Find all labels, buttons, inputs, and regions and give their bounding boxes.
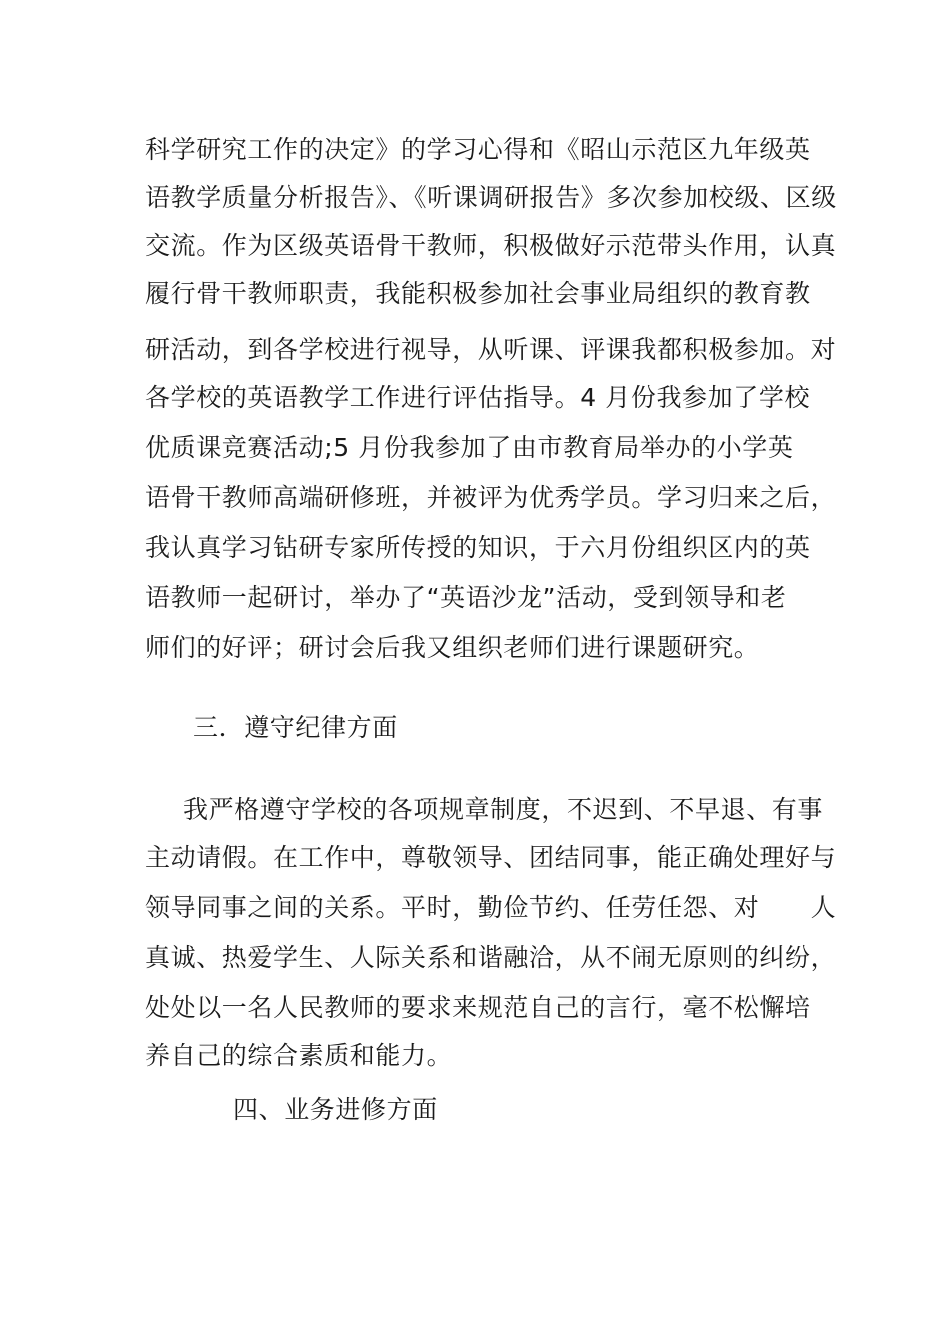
paragraph-line: 真诚、热爱学生、人际关系和谐融洽，从不闹无原则的纠纷，: [145, 943, 837, 972]
paragraph-line: 领导同事之间的关系。平时，勤俭节约、任劳任怨、对 人: [145, 893, 837, 922]
paragraph-line: 主动请假。在工作中，尊敬领导、团结同事，能正确处理好与: [145, 843, 837, 872]
paragraph-line: 养自己的综合素质和能力。: [145, 1041, 453, 1070]
paragraph-line: 师们的好评；研讨会后我又组织老师们进行课题研究。: [145, 633, 760, 662]
paragraph-line: 我认真学习钻研专家所传授的知识，于六月份组织区内的英: [145, 533, 811, 562]
section-heading-4: 四、业务进修方面: [233, 1095, 438, 1124]
paragraph-line: 各学校的英语教学工作进行评估指导。4 月份我参加了学校: [145, 383, 811, 412]
paragraph-line: 我严格遵守学校的各项规章制度，不迟到、不早退、有事: [183, 795, 824, 824]
section-heading-3: 三．遵守纪律方面: [193, 713, 398, 742]
paragraph-line: 语教师一起研讨，举办了“英语沙龙”活动，受到领导和老: [145, 583, 787, 612]
paragraph-line: 研活动，到各学校进行视导，从听课、评课我都积极参加。对: [145, 335, 837, 364]
paragraph-line: 交流。作为区级英语骨干教师，积极做好示范带头作用，认真: [145, 231, 837, 260]
paragraph-line: 语教学质量分析报告》、《听课调研报告》多次参加校级、区级: [145, 183, 837, 212]
paragraph-line: 履行骨干教师职责，我能积极参加社会事业局组织的教育教: [145, 279, 811, 308]
paragraph-line: 语骨干教师高端研修班，并被评为优秀学员。学习归来之后，: [145, 483, 837, 512]
paragraph-line: 处处以一名人民教师的要求来规范自己的言行，毫不松懈培: [145, 993, 811, 1022]
paragraph-line: 科学研究工作的决定》的学习心得和《昭山示范区九年级英: [145, 135, 811, 164]
paragraph-line: 优质课竞赛活动;5 月份我参加了由市教育局举办的小学英: [145, 433, 794, 462]
